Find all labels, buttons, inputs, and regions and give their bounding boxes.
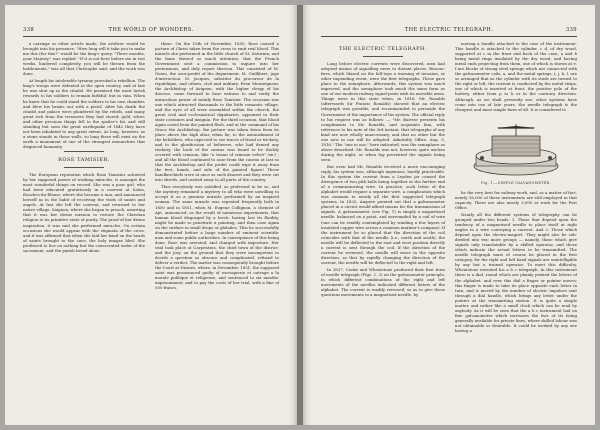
- page-number: 339: [565, 27, 577, 33]
- text-column-right: [155, 41, 279, 413]
- section-title: THE ELECTRIC TELEGRAPH.: [338, 46, 427, 52]
- text-column-left: [321, 41, 445, 413]
- paragraph: But even had Mr. Ronalds received a more encouraging reply, his system was, although ingenious, hardly practicable. In this system the current from a Leyden jar caused the divergence of two pith balls being together at the further end of a communicating wire. In practice, such letter of the alphabet would require a separate wire, a complication which was common to nearly all the first suggested telegraph systems. In 1820, Ampere pointed out that a galvanometer placed in a circuit would afford means for the transmission of signals. A galvanometer (see Fig. 1) is simply a magnetised needle, balanced on a point, and surrounded by a coil of wire (one can be readily contemplated by winding a few layers of insulated copper wire across a common mariner's compass). If the instrument be so placed that the direction of the coil coincides with that of the needle (i.e., north and south), the needle will be deflected to the east and west position directly a current is sent through the coil. If the direction of the current be reversed, the needle will move in the opposite direction; so that by rapidly changing the direction of the current, the needle will be deflected to the right and left.: [321, 163, 445, 265]
- text-column-left: [23, 41, 145, 413]
- page-header: [23, 27, 279, 35]
- left-page: [5, 5, 297, 425]
- paragraph: In 1837, Cooke and Wheatstone produced their first form of needle telegraph (Figs. 2, 3) on the galvanometer principle, in which different combinations of the right and left movements of the needles indicated different letters of the alphabet. The current is readily reversed, so as to give these questions movements to a magnetised needle, by: [321, 266, 445, 298]
- running-title: THE WORLD OF WONDERS.: [108, 27, 194, 33]
- galvanometer-illustration: [466, 116, 566, 178]
- book-spread: [5, 5, 595, 425]
- section-title: ROSE TAMISIER.: [58, 156, 110, 163]
- page-header: [321, 27, 577, 35]
- text-column-right: [455, 41, 577, 413]
- paragraph: The European reputation which Rose Tamisier achieved by her supposed power of working miracles, is amongst the most wonderful things on record. She was a poor girl, who had been educated gratuitously in a convent at Salon, Bouches-du-Rhone, where she became a nun, and announced herself as in the habit of receiving the visits of saints and angels. At last she left the convent, and returned to her native village, Saignon, where she began to preach, asserting that it was her divine mission to restore the Christian religion to its primitive state of purity. The proof of her divine inspiration, it was said she performed miracles. On certain occasions she would appear with the stigmata of the cross, and it was affirmed that when she laid her hand on the heads of saints brought to the cave, the holy images bled. She professed to live on nothing but the consecrated wafer of the sacrament, and the parish bread alone.: [23, 172, 145, 253]
- paragraph: a carriage or other article made, the artificer would be brought into his presence. "How long will it take you to make me this (for this?" would be the king's query. "Three months, your Majesty," was replied. "If it is not here before me in two weeks, hindered completely, you will be thrown from the battlements," was all that Christophe said, and the work was done.: [23, 41, 145, 77]
- page-number: 338: [23, 27, 35, 33]
- section-divider: [363, 56, 403, 57]
- header-rule: [321, 36, 577, 37]
- paragraph: At length his intolerable tyranny provoked a rebellion. The king's troops were defeated in the open country, and at last he was shut up in the citadel. He promised the most lavish rewards to his soldiers to remain faithful; but in vain. When he knew that he could stand the soldiers to his own chamber, and blew his brains out with a pistol. After his death the citadel and palace were plundered by the rebels, and many great rich from the treasures they had stored; gold, silver, and other precious things fell to the spoiler's lot, and still standing but soon the great earthquake of 1842 they have not been inhabited to any great extent. As long, however, as a stone stands in those walls, so long there will exist on the earth a monument of one of the strangest monarchies that disgraced humanity.: [23, 78, 146, 149]
- paragraph: Long before electric currents were discovered, men had adopted means of signalling news to distant places. Beacon-fires, which blazed on the hill-tops a warning of invasion, or other impending event, were the first telegraphs. These gave place to the semaphore. Afterwards, this system was much improved, and the semaphore took much the same form as one of our modern railway signal-posts with its movable arms. Things were in this state when, in 1816, Mr. Ronalds (afterwards Sir Francis Ronalds) showed that an electric telegraph was possible, and recommended to persuade the Government of the importance of his system. The official reply to his request was as follows: — "Mr. Barrow presents his compliments to Mr. Ronalds, and acquaints him, with reference to his note of the 3rd instant, that telegraphs of any kind are now wholly unnecessary, and that no other but the one now in use will be adopted. Admiralty Office, Aug. 5, 1816." The "one in use," here indicated, was the semaphore as above described. Mr. Ronalds was not, however, quite useless during the night, or when fog prevented the signals being seen.: [321, 61, 445, 162]
- section-divider: [64, 167, 104, 168]
- galvanometer-figure: [466, 116, 566, 178]
- running-title: THE ELECTRIC TELEGRAPH.: [404, 27, 494, 33]
- header-rule: [23, 36, 279, 37]
- paragraph: Nearly all the different systems of telegraphy can be grouped under two heads. 1. Those that depend upon the tendency of a magnetised needle to place itself at right angles to a wire conveying a current. And 2. Those which depend upon the electro-magnet. They might also be sub-divided into two more groups — namely, those which give signals only translatable by a skilled operator, and those which indicate the actual letters to be transmitted. The needle telegraph must of course be placed in the first category, for the right and left hand signals are unintelligible by any but a trained operator. To meet this difficulty, Wheatstone invented his a b c telegraph. In this instrument there is a dial, round which are plainly printed the letters of the alphabet, and over this dial a finger or pointer moves; this finger is made to take its place opposite each letter in turn, and is moved by the number of electric impulses sent through a dial handle, which brings any letter under the pointer at the transmitting station. It is quite a simple matter, and rather like a small clock which can be read by anybody. As it will be seen that the a b c instrument had on fine galvanometer which increases the fact of its being generally available for private lines, where skilled labour was not obtainable or desirable. It could be worked by any one having a: [455, 211, 577, 333]
- figure-caption: Fig. 1.—SIMPLE GALVANOMETER.: [481, 180, 551, 185]
- paragraph: Thus everybody was satisfied, as professed to be so, and the mystery remained a mystery to all who were unwilling to accept it as a genuine miracle performed by an inspired woman. The same miracle was repeated frequently both in 1850 and in 1851, when M. Eugene Collignon, a chemist of Apt, announced, as the result of numerous experiments, that human blood disgorged by a leech, having lost its fluidity, might be made to penetrate a painting, and then ooze again on the surface in small drops or globules. This he successfully demonstrated before a large number of eminent scientific men and some public authorities. In consequence of this being done, Rose was arrested, and charged with imposture. Her trial took place at Carpentras, the chief town of the district; and the jury, on the ground that they were incompetent to decide a question so obscure and complicated, refused to deliver a verdict. The matter was consequently brought before the Court at Nismes, where, in November, 1851, the supposed saint was pronounced guilty of escroquerie et outrage a la morale publique et religieuse, and sentenced to six months' imprisonment, and to pay the costs of her trial, with a fine of 500 francs.: [155, 184, 279, 291]
- right-page: [303, 5, 595, 425]
- paragraph: those. On the 10th of November, 1850, Rose caused a picture of Christ taken from the cross to emit real blood. This miracle she performed in the little church of St. Saturnin; and the fame thereof so much attention, that the French Government sent a commission to inquire into her pretensions, and duly report thereon. This consisted of M. Guiou, the sous-prefet of the department, M. Guillibert, juge d'instruction, M. Jacques, substitut du procureur de la republique, and others, civil and military. Even Monseigneur, the Archbishop of Avignon, with the higher clergy of his diocese, came forward to bear witness to and verify the miraculous power of saintly Rose Tamisier. The occasion was one which attracted thousands to the little romantic village, and the eyes of all were assembled within the church, the great civil and ecclesiastical dignitaries, appeared in their state costumes and insignia. For the third occasion, that blood again oozed from the painted flesh, and at the command of his Grace the Archbishop, the picture was taken down from its place above the high altar, when he; to the astonishment of the beholders, who expected to see traces of fraud or trickery, and to the glorification of believers, who had denied any trickery, the back of the canvas was found to be thickly covered with crimson, like "a tissue of crimson velvet" (sic) ; and all the blood continued to ooze from the canvas at last so that the Archbishop and the prefet could wipe it away from the feet, hands, and side of the painted figure! These handkerchiefs were at once as such dearest and they were cut into shreds, and carried away to all parts of the country.: [155, 41, 279, 183]
- paragraph: moving a handle attached to the case of the instrument. This handle is attached to the cylinder, c d, of dry wood, supported at c in the front and back of the case; a and b being metal rings insulated by the dry wood, and having metal ends projecting from them, one of which is shown at e. f are blocks of strong steel springs which are connected with the galvanometer coils, a, and the metal springs, i, j, k, l, are so arranged that as the cylinder with its studs are turned to the right or left, the current is conducted by the metal strips, one of which is inserted at front, the positive pole of the battery, either from p to h or in the contrary direction. Although, as we shall presently see, other systems have come into use of late years, the needle telegraph is the cheapest and most simple form of all. It is considered to: [455, 41, 577, 112]
- section-divider: [64, 151, 104, 152]
- paragraph: be the very best for railway work, and, as a matter of fact, nearly 16,000 of these instruments are still employed in that capacity. There are also nearly 3,000 at work for the Post Office.: [455, 189, 577, 210]
